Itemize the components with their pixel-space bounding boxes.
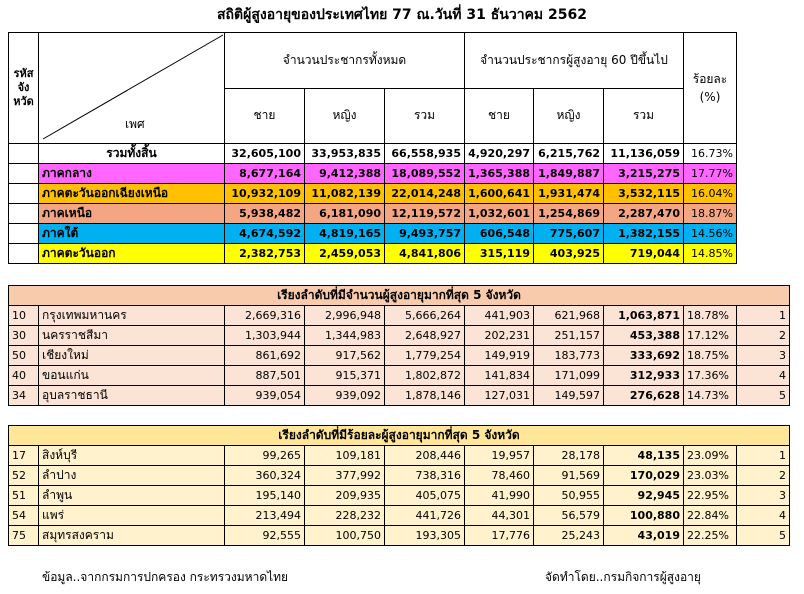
rank-pct-title: เรียงลำดับที่มีร้อยละผู้สูงอายุมากที่สุด 5 จังหวัด [9, 426, 790, 446]
region-name: ภาคตะวันออกเฉียงเหนือ [39, 184, 225, 204]
code-cell [9, 144, 39, 164]
region-name: ภาคเหนือ [39, 204, 225, 224]
footer-author: จัดทำโดย..กรมกิจการผู้สูงอายุ [545, 570, 701, 584]
table-row [9, 506, 790, 526]
value-cell: 66,558,935 [385, 144, 465, 164]
value-cell: 41,990 [465, 486, 534, 506]
rank-cell: 5 [737, 386, 790, 406]
value-cell: 100,750 [305, 526, 385, 546]
value-cell: 209,935 [305, 486, 385, 506]
pct-cell: 17.77% [684, 164, 737, 184]
rank-cell: 5 [737, 526, 790, 546]
value-cell: 2,459,053 [305, 244, 385, 264]
value-cell: 44,301 [465, 506, 534, 526]
value-cell: 915,371 [305, 366, 385, 386]
province-name: สมุทรสงคราม [39, 526, 225, 546]
province-code: 17 [9, 446, 39, 466]
table-row [9, 386, 790, 406]
pct-cell: 17.36% [684, 366, 737, 386]
province-name: ลำพูน [39, 486, 225, 506]
value-cell: 1,303,944 [225, 326, 305, 346]
value-cell: 405,075 [385, 486, 465, 506]
value-cell: 92,555 [225, 526, 305, 546]
value-cell: 1,382,155 [604, 224, 684, 244]
value-cell: 11,082,139 [305, 184, 385, 204]
value-cell: 109,181 [305, 446, 385, 466]
value-cell: 11,136,059 [604, 144, 684, 164]
elder-total-cell: 92,945 [604, 486, 684, 506]
value-cell: 2,996,948 [305, 306, 385, 326]
province-name: ลำปาง [39, 466, 225, 486]
table-row [9, 486, 790, 506]
code-cell [9, 224, 39, 244]
value-cell: 251,157 [534, 326, 604, 346]
value-cell: 25,243 [534, 526, 604, 546]
pct-cell: 14.56% [684, 224, 737, 244]
summary-row [9, 204, 737, 224]
province-code: 40 [9, 366, 39, 386]
table-row [9, 366, 790, 386]
province-name: แพร่ [39, 506, 225, 526]
summary-body [9, 144, 737, 264]
value-cell: 1,802,872 [385, 366, 465, 386]
value-cell: 99,265 [225, 446, 305, 466]
value-cell: 32,605,100 [225, 144, 305, 164]
pct-cell: 18.78% [684, 306, 737, 326]
rank-cell: 1 [737, 306, 790, 326]
value-cell: 91,569 [534, 466, 604, 486]
province-name: เชียงใหม่ [39, 346, 225, 366]
pct-cell: 18.87% [684, 204, 737, 224]
value-cell: 149,597 [534, 386, 604, 406]
value-cell: 9,412,388 [305, 164, 385, 184]
province-name: อุบลราชธานี [39, 386, 225, 406]
value-cell: 441,903 [465, 306, 534, 326]
value-cell: 1,344,983 [305, 326, 385, 346]
province-code: 30 [9, 326, 39, 346]
value-cell: 28,178 [534, 446, 604, 466]
summary-row [9, 184, 737, 204]
value-cell: 315,119 [465, 244, 534, 264]
value-cell: 213,494 [225, 506, 305, 526]
value-cell: 917,562 [305, 346, 385, 366]
region-name: ภาคตะวันออก [39, 244, 225, 264]
pct-header: ร้อยละ (%) [684, 33, 737, 144]
summary-row [9, 244, 737, 264]
value-cell: 2,287,470 [604, 204, 684, 224]
rank-cell: 3 [737, 346, 790, 366]
value-cell: 33,953,835 [305, 144, 385, 164]
summary-row [9, 164, 737, 184]
value-cell: 10,932,109 [225, 184, 305, 204]
value-cell: 3,532,115 [604, 184, 684, 204]
elder-pop-header: จำนวนประชากรผู้สูงอายุ 60 ปีขึ้นไป [465, 33, 684, 89]
value-cell: 12,119,572 [385, 204, 465, 224]
table-row [9, 466, 790, 486]
table-row [9, 346, 790, 366]
value-cell: 1,032,601 [465, 204, 534, 224]
value-cell: 9,493,757 [385, 224, 465, 244]
value-cell: 606,548 [465, 224, 534, 244]
value-cell: 441,726 [385, 506, 465, 526]
value-cell: 1,365,388 [465, 164, 534, 184]
province-name: สิงห์บุรี [39, 446, 225, 466]
value-cell: 4,819,165 [305, 224, 385, 244]
rank-cell: 1 [737, 446, 790, 466]
value-cell: 861,692 [225, 346, 305, 366]
total-male-header: ชาย [225, 88, 305, 144]
pct-cell: 16.04% [684, 184, 737, 204]
rank-cell: 2 [737, 326, 790, 346]
value-cell: 1,779,254 [385, 346, 465, 366]
value-cell: 183,773 [534, 346, 604, 366]
value-cell: 171,099 [534, 366, 604, 386]
value-cell: 4,841,806 [385, 244, 465, 264]
value-cell: 8,677,164 [225, 164, 305, 184]
elder-total-cell: 333,692 [604, 346, 684, 366]
pct-cell: 22.84% [684, 506, 737, 526]
value-cell: 4,920,297 [465, 144, 534, 164]
rank-cell: 4 [737, 366, 790, 386]
value-cell: 360,324 [225, 466, 305, 486]
value-cell: 738,316 [385, 466, 465, 486]
value-cell: 939,054 [225, 386, 305, 406]
value-cell: 775,607 [534, 224, 604, 244]
value-cell: 719,044 [604, 244, 684, 264]
value-cell: 228,232 [305, 506, 385, 526]
province-code: 50 [9, 346, 39, 366]
elder-total-cell: 100,880 [604, 506, 684, 526]
value-cell: 149,919 [465, 346, 534, 366]
value-cell: 5,666,264 [385, 306, 465, 326]
sex-label: เพศ [125, 117, 145, 131]
value-cell: 195,140 [225, 486, 305, 506]
region-name: ภาคใต้ [39, 224, 225, 244]
province-code-header: รหัส จัง หวัด [9, 33, 39, 144]
province-code: 34 [9, 386, 39, 406]
region-name: รวมทั้งสิ้น [39, 144, 225, 164]
value-cell: 141,834 [465, 366, 534, 386]
value-cell: 208,446 [385, 446, 465, 466]
elder-total-cell: 43,019 [604, 526, 684, 546]
table-row [9, 446, 790, 466]
value-cell: 1,931,474 [534, 184, 604, 204]
province-code: 51 [9, 486, 39, 506]
code-cell [9, 164, 39, 184]
value-cell: 22,014,248 [385, 184, 465, 204]
rank-count-body [9, 306, 790, 406]
pct-cell: 14.73% [684, 386, 737, 406]
province-code: 10 [9, 306, 39, 326]
value-cell: 50,955 [534, 486, 604, 506]
rank-count-table [8, 285, 790, 406]
table-row [9, 526, 790, 546]
value-cell: 5,938,482 [225, 204, 305, 224]
value-cell: 18,089,552 [385, 164, 465, 184]
footer-source: ข้อมูล..จากกรมการปกครอง กระทรวงมหาดไทย [42, 570, 289, 584]
elder-female-header: หญิง [534, 88, 604, 144]
value-cell: 2,382,753 [225, 244, 305, 264]
value-cell: 377,992 [305, 466, 385, 486]
value-cell: 1,878,146 [385, 386, 465, 406]
value-cell: 202,231 [465, 326, 534, 346]
pct-cell: 22.25% [684, 526, 737, 546]
province-code: 52 [9, 466, 39, 486]
rank-pct-body [9, 446, 790, 546]
elder-total-cell: 312,933 [604, 366, 684, 386]
summary-table [8, 32, 737, 264]
rank-cell: 3 [737, 486, 790, 506]
value-cell: 6,215,762 [534, 144, 604, 164]
summary-row [9, 224, 737, 244]
province-code: 54 [9, 506, 39, 526]
pct-cell: 23.09% [684, 446, 737, 466]
province-name: ขอนแก่น [39, 366, 225, 386]
province-code: 75 [9, 526, 39, 546]
page-title: สถิติผู้สูงอายุของประเทศไทย 77 ณ.วันที่ 31 ธันวาคม 2562 [217, 7, 587, 23]
total-female-header: หญิง [305, 88, 385, 144]
elder-male-header: ชาย [465, 88, 534, 144]
value-cell: 2,648,927 [385, 326, 465, 346]
pct-cell: 16.73% [684, 144, 737, 164]
province-name: กรุงเทพมหานคร [39, 306, 225, 326]
value-cell: 2,669,316 [225, 306, 305, 326]
rank-cell: 2 [737, 466, 790, 486]
table-row [9, 326, 790, 346]
value-cell: 621,968 [534, 306, 604, 326]
value-cell: 6,181,090 [305, 204, 385, 224]
value-cell: 193,305 [385, 526, 465, 546]
rank-cell: 4 [737, 506, 790, 526]
elder-total-cell: 276,628 [604, 386, 684, 406]
province-name: นครราชสีมา [39, 326, 225, 346]
value-cell: 887,501 [225, 366, 305, 386]
table-row [9, 306, 790, 326]
sex-header [39, 33, 225, 144]
elder-total-cell: 1,063,871 [604, 306, 684, 326]
elder-total-cell: 170,029 [604, 466, 684, 486]
value-cell: 3,215,275 [604, 164, 684, 184]
elder-total-cell: 453,388 [604, 326, 684, 346]
value-cell: 4,674,592 [225, 224, 305, 244]
rank-pct-table [8, 425, 790, 546]
pct-cell: 23.03% [684, 466, 737, 486]
pct-cell: 14.85% [684, 244, 737, 264]
value-cell: 19,957 [465, 446, 534, 466]
value-cell: 17,776 [465, 526, 534, 546]
value-cell: 403,925 [534, 244, 604, 264]
code-cell [9, 244, 39, 264]
elder-sum-header: รวม [604, 88, 684, 144]
value-cell: 56,579 [534, 506, 604, 526]
value-cell: 1,254,869 [534, 204, 604, 224]
value-cell: 1,849,887 [534, 164, 604, 184]
total-pop-header: จำนวนประชากรทั้งหมด [225, 33, 465, 89]
pct-cell: 22.95% [684, 486, 737, 506]
value-cell: 939,092 [305, 386, 385, 406]
elder-total-cell: 48,135 [604, 446, 684, 466]
code-cell [9, 204, 39, 224]
pct-cell: 18.75% [684, 346, 737, 366]
code-cell [9, 184, 39, 204]
value-cell: 78,460 [465, 466, 534, 486]
value-cell: 127,031 [465, 386, 534, 406]
value-cell: 1,600,641 [465, 184, 534, 204]
pct-cell: 17.12% [684, 326, 737, 346]
rank-count-title: เรียงลำดับที่มีจำนวนผู้สูงอายุมากที่สุด 5 จังหวัด [9, 286, 790, 306]
region-name: ภาคกลาง [39, 164, 225, 184]
total-sum-header: รวม [385, 88, 465, 144]
summary-row [9, 144, 737, 164]
